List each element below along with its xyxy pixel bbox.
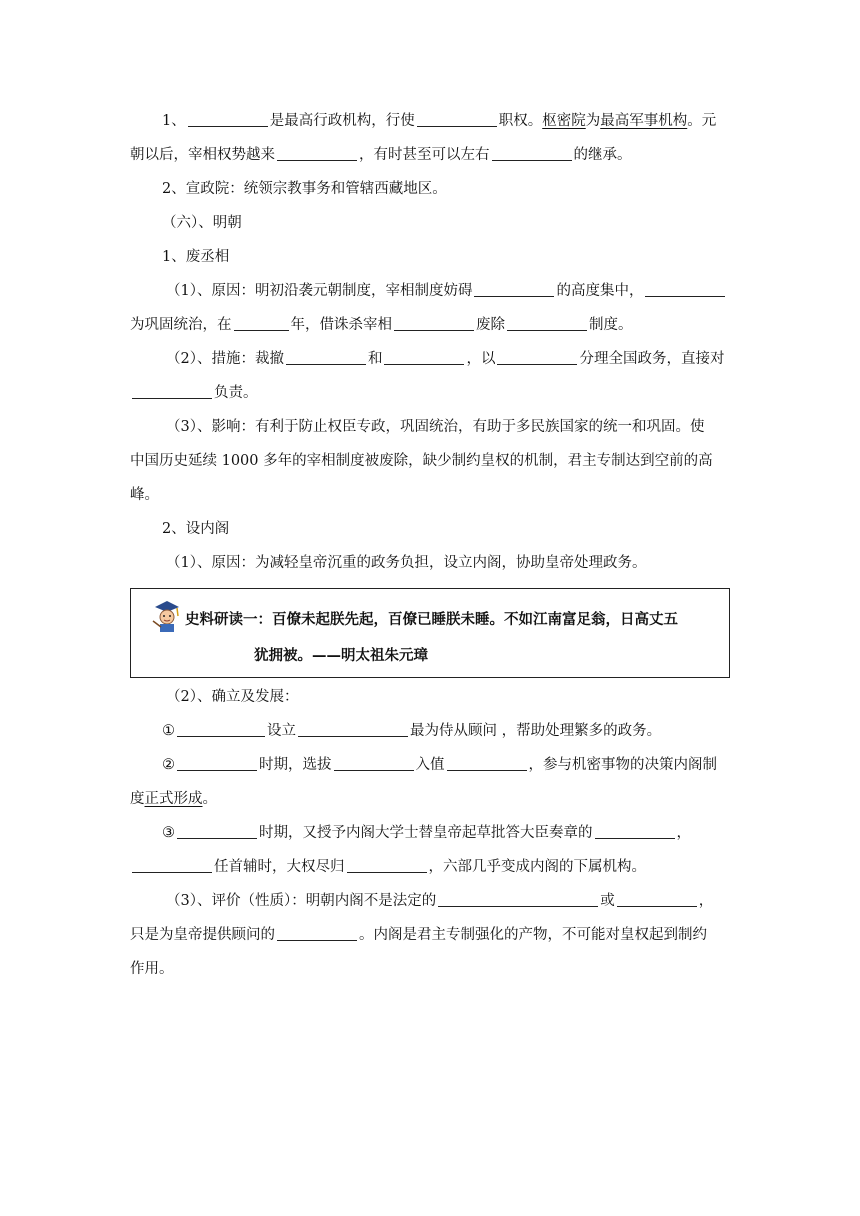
- text: 时期，选拔: [259, 757, 332, 773]
- underlined-term: 枢密院: [542, 113, 586, 129]
- yuan-para-1-line-2: [130, 138, 730, 172]
- fill-blank[interactable]: [177, 753, 257, 771]
- circled-number: ③: [162, 825, 175, 841]
- text: 职权。: [498, 113, 543, 129]
- text: 最为侍从顾问 ，帮助处理繁多的政务。: [410, 723, 662, 739]
- subsection-set-cabinet: 2、设内阁: [162, 521, 230, 537]
- circled-number: ①: [162, 723, 175, 739]
- fill-blank[interactable]: [188, 109, 268, 127]
- underlined-term: 最高军事机构: [600, 113, 688, 129]
- fill-blank[interactable]: [177, 821, 257, 839]
- fill-blank[interactable]: [438, 889, 598, 907]
- evaluate-line-3: 作用。: [130, 961, 174, 977]
- develop-item-2-line-1: [130, 748, 730, 782]
- text: 的高度集中，: [556, 283, 644, 299]
- fill-blank[interactable]: [277, 143, 357, 161]
- text: 年，借诛杀宰相: [290, 317, 392, 333]
- fill-blank[interactable]: [234, 313, 289, 331]
- fill-blank[interactable]: [277, 923, 357, 941]
- fill-blank[interactable]: [177, 719, 265, 737]
- text: 。内阁是君主专制强化的产物，不可能对皇权起到制约: [359, 927, 707, 943]
- subsection-abolish-chancellor: 1、废丞相: [162, 249, 230, 265]
- fill-blank[interactable]: [507, 313, 587, 331]
- develop-item-1: [130, 714, 730, 748]
- text: ，有时甚至可以左右: [359, 147, 490, 163]
- text: 任首辅时，大权尽归: [214, 859, 345, 875]
- text: 制度。: [589, 317, 633, 333]
- text: 。元: [687, 113, 717, 129]
- quote-line-2: 犹拥被。——明太祖朱元璋: [254, 648, 428, 664]
- text: 度: [130, 791, 145, 807]
- fill-blank[interactable]: [334, 753, 414, 771]
- fill-blank[interactable]: [132, 381, 212, 399]
- reason-line-1: [130, 274, 730, 308]
- text: 为巩固统治，在: [130, 317, 232, 333]
- yuan-para-2: 2、宣政院：统领宗教事务和管辖西藏地区。: [162, 181, 447, 197]
- section-heading-ming: （六）、明朝: [162, 215, 242, 231]
- measure-line-1: [130, 342, 730, 376]
- fill-blank[interactable]: [384, 347, 464, 365]
- text: 的继承。: [573, 147, 632, 163]
- develop-item-3-line-1: [130, 816, 730, 850]
- impact-line-2: 中国历史延续 1000 多年的宰相制度被废除，缺少制约皇权的机制，君主专制达到空前的高: [130, 453, 713, 469]
- cabinet-reason: （1）、原因：为减轻皇帝沉重的政务负担，设立内阁，协助皇帝处理政务。: [166, 555, 647, 571]
- fill-blank[interactable]: [394, 313, 474, 331]
- fill-blank[interactable]: [298, 719, 408, 737]
- text: 和: [367, 351, 383, 367]
- text: ，: [676, 825, 691, 841]
- underlined-term: 正式形成: [144, 791, 203, 807]
- fill-blank[interactable]: [617, 889, 697, 907]
- text: （3）、评价（性质）：明朝内阁不是法定的: [166, 893, 437, 909]
- text: 时期，又授予内阁大学士替皇帝起草批答大臣奏章的: [259, 825, 593, 841]
- text: 分理全国政务，直接对: [579, 351, 725, 367]
- develop-item-2-line-2: [130, 782, 730, 816]
- fill-blank[interactable]: [447, 753, 527, 771]
- text: ，以: [466, 351, 496, 367]
- text: 入值: [415, 757, 445, 773]
- text: 只是为皇帝提供顾问的: [130, 927, 275, 943]
- source-reading-box: [130, 588, 730, 678]
- impact-line-3: 峰。: [130, 487, 159, 503]
- text: （1）、原因：明初沿袭元朝制度，宰相制度妨碍: [166, 283, 473, 299]
- text: （2）、措施：裁撤: [166, 351, 284, 367]
- circled-number: ②: [162, 757, 175, 773]
- text: 朝以后，宰相权势越来: [130, 147, 275, 163]
- quote-line-1: 史料研读一：百僚未起朕先起，百僚已睡朕未睡。不如江南富足翁，日高丈五: [185, 612, 678, 628]
- fill-blank[interactable]: [417, 109, 497, 127]
- measure-line-2: [130, 376, 730, 410]
- text: 是最高行政机构，行使: [269, 113, 415, 129]
- text: ，参与机密事物的决策内阁制: [528, 757, 717, 773]
- fill-blank[interactable]: [595, 821, 675, 839]
- text: ，六部几乎变成内阁的下属机构。: [428, 859, 646, 875]
- fill-blank[interactable]: [347, 855, 427, 873]
- evaluate-line-2: [130, 918, 730, 952]
- text: ，: [698, 893, 714, 909]
- text: 为: [585, 113, 601, 129]
- teacher-icon: [149, 599, 185, 633]
- document-page: [130, 104, 730, 986]
- fill-blank[interactable]: [497, 347, 577, 365]
- fill-blank[interactable]: [492, 143, 572, 161]
- text: 。: [202, 791, 217, 807]
- text: 设立: [267, 723, 296, 739]
- fill-blank[interactable]: [286, 347, 366, 365]
- impact-line-1: （3）、影响：有利于防止权臣专政，巩固统治，有助于多民族国家的统一和巩固。使: [166, 419, 705, 435]
- text: 负责。: [214, 385, 258, 401]
- develop-title: （2）、确立及发展：: [166, 689, 299, 705]
- reason-line-2: [130, 308, 730, 342]
- fill-blank[interactable]: [132, 855, 212, 873]
- fill-blank[interactable]: [645, 279, 725, 297]
- text: 废除: [476, 317, 505, 333]
- text: 或: [600, 893, 615, 909]
- evaluate-line-1: [130, 884, 730, 918]
- item-number: 1、: [162, 113, 186, 129]
- fill-blank[interactable]: [474, 279, 554, 297]
- develop-item-3-line-2: [130, 850, 730, 884]
- yuan-para-1-line-1: [130, 104, 730, 138]
